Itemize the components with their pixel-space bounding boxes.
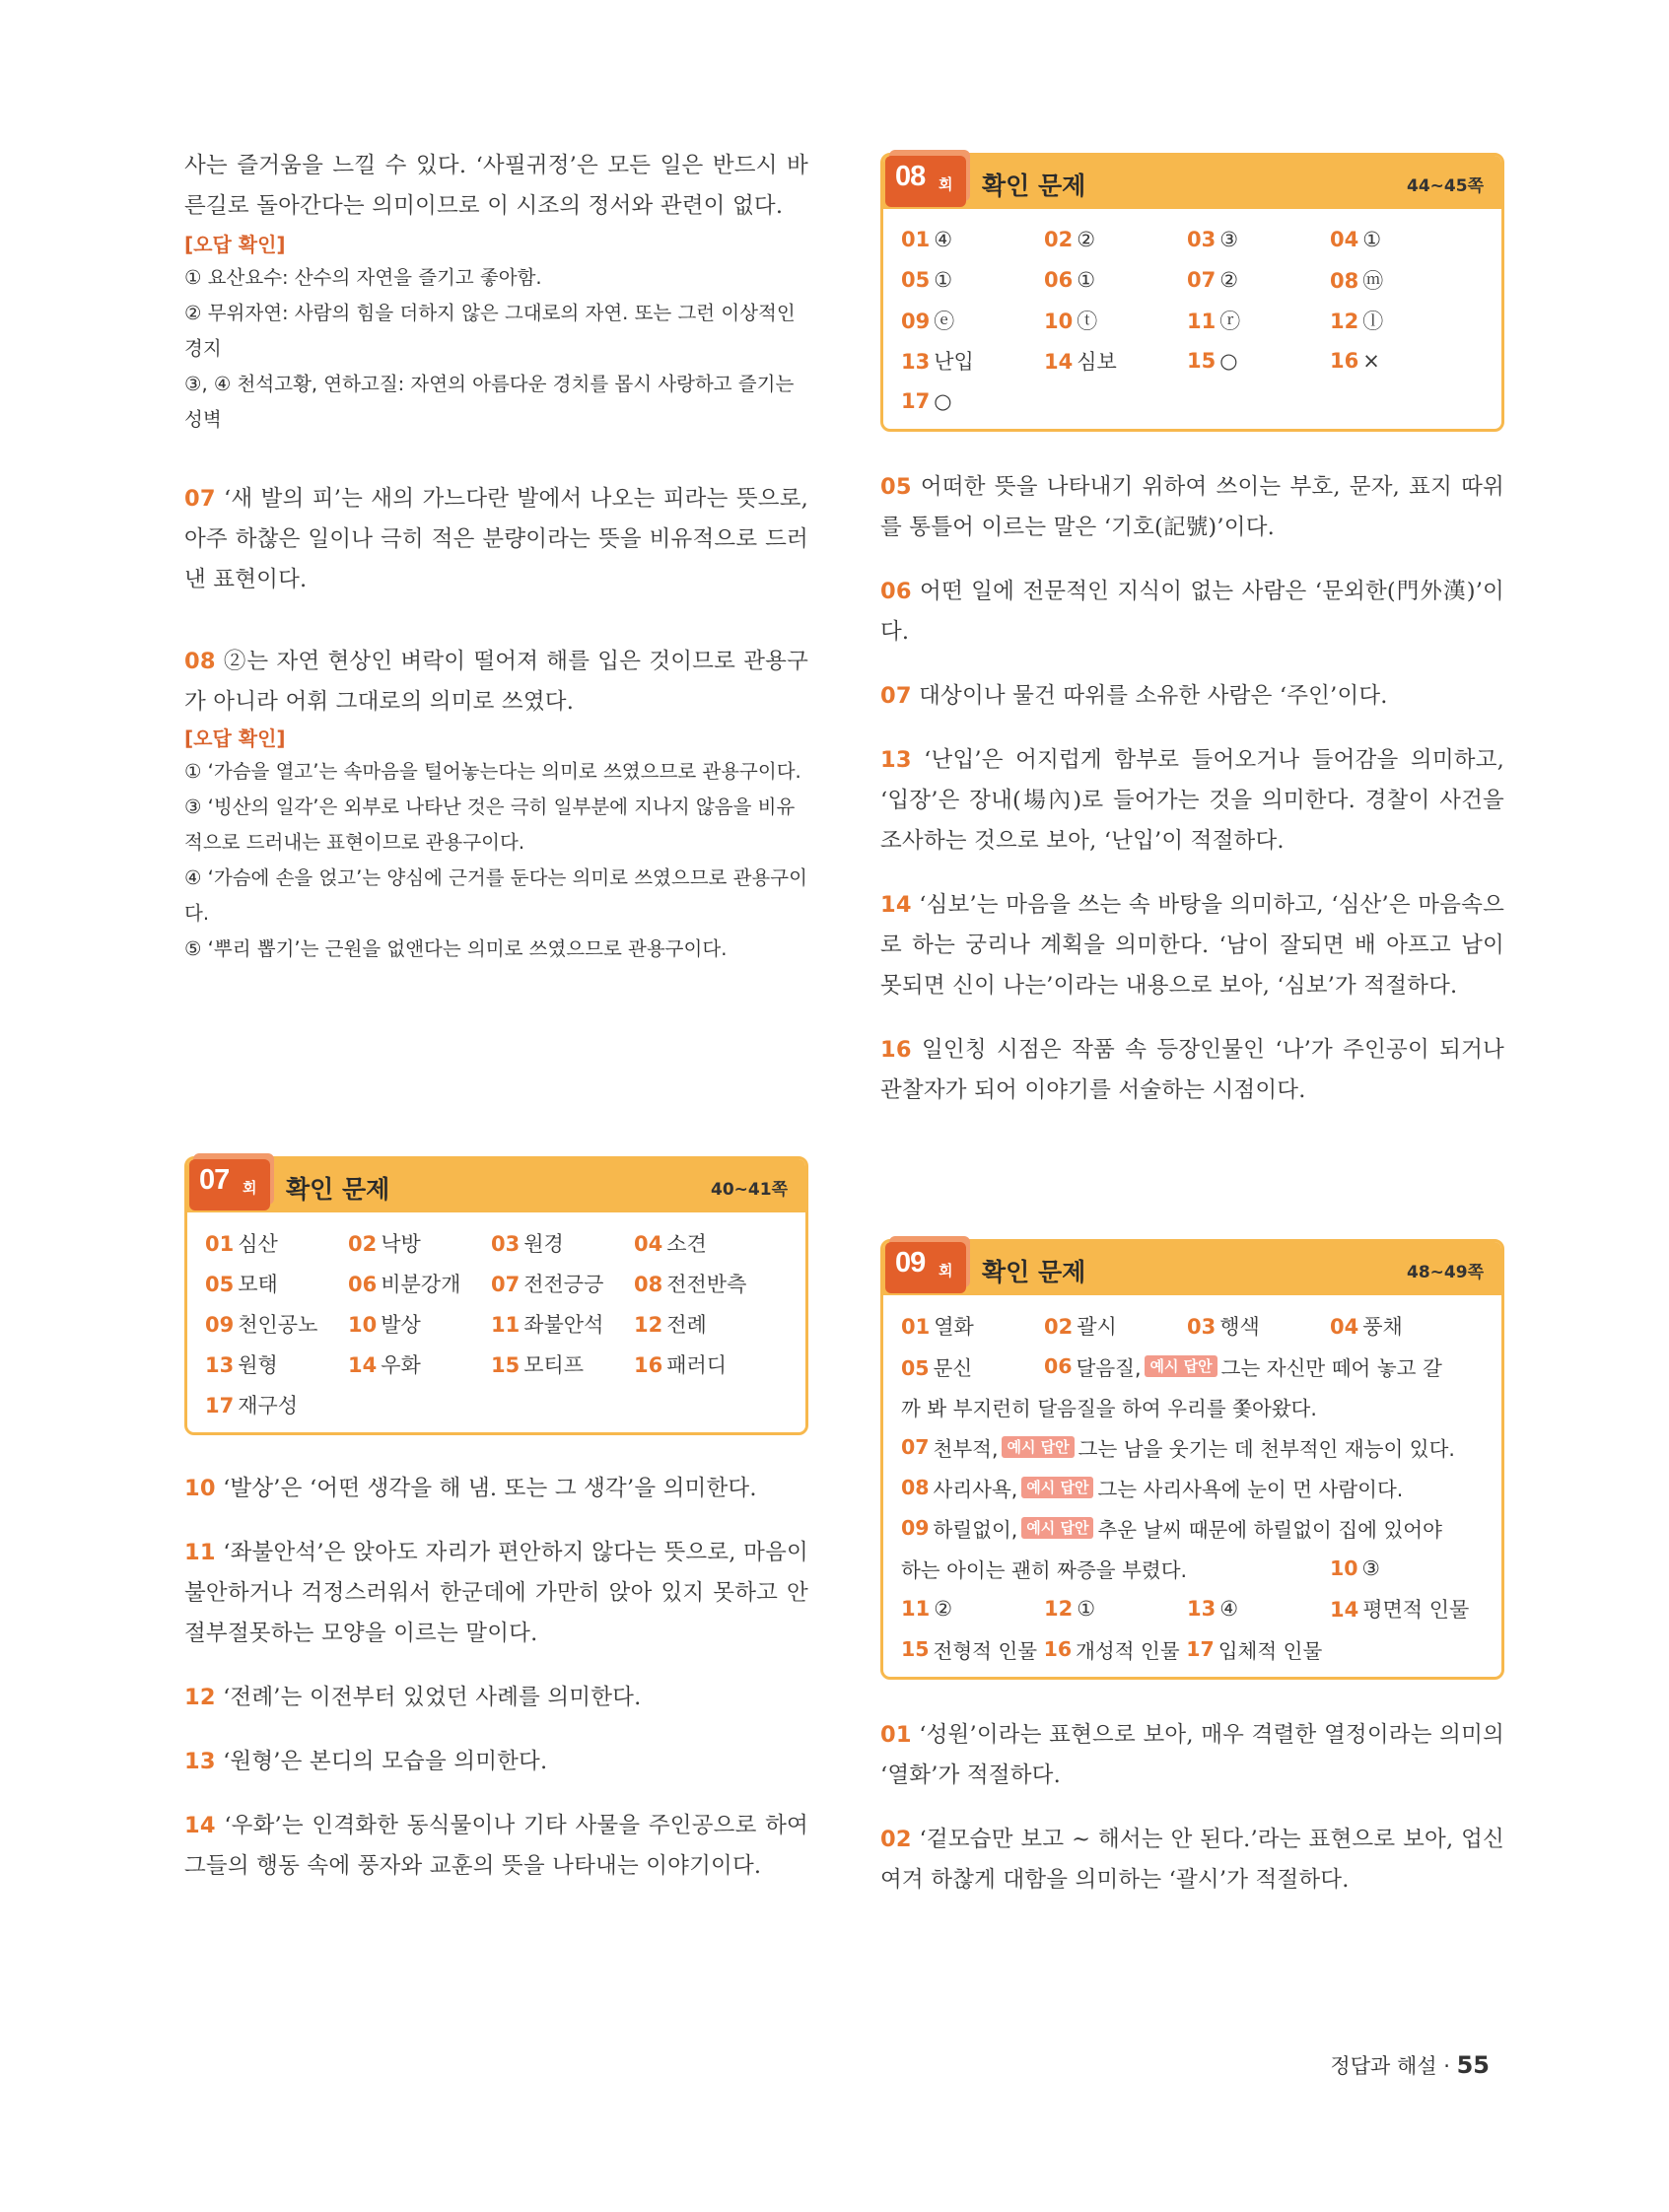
answer-number: 04 xyxy=(1330,1314,1359,1339)
explanation-text: ‘우화’는 인격화한 동식물이나 기타 사물을 주인공으로 하여 그들의 행동 속에 풍자와 교훈의 뜻을 나타내는 이야기이다. xyxy=(184,1813,808,1879)
answer-cell xyxy=(491,1309,634,1339)
answer-number: 01 xyxy=(901,227,931,251)
round-suffix: 회 xyxy=(939,1262,953,1279)
example-sentence: 그는 사리사욕에 눈이 먼 사람이다. xyxy=(1097,1477,1404,1501)
answer-number: 14 xyxy=(1330,1597,1359,1622)
answer-number: 12 xyxy=(1330,309,1359,333)
explanation-text: 일인칭 시점은 작품 속 등장인물인 ‘나’가 주인공이 되거나 관찰자가 되어 이야기를 서술하는 시점이다. xyxy=(880,1037,1504,1103)
round-suffix: 회 xyxy=(243,1179,257,1197)
answer-value: × xyxy=(1362,348,1380,373)
answer-value: 천부적, xyxy=(933,1436,999,1461)
answer-number: 05 xyxy=(901,267,931,292)
answer-value: 재구성 xyxy=(238,1393,299,1417)
answer-number: 03 xyxy=(491,1231,521,1256)
answer-row xyxy=(901,1548,1484,1588)
answer-cell xyxy=(1330,349,1473,373)
answer-box-header xyxy=(187,1159,805,1212)
question-number: 11 xyxy=(184,1540,216,1565)
answer-number: 17 xyxy=(1186,1636,1215,1661)
answer-row xyxy=(901,380,1484,421)
answer-row xyxy=(205,1384,788,1424)
note-item: ① 요산요수: 산수의 자연을 즐기고 좋아함. xyxy=(184,266,542,289)
answer-value: ⓛ xyxy=(1362,309,1384,333)
question-number: 13 xyxy=(184,1749,216,1774)
answer-cell xyxy=(491,1349,634,1379)
answer-number: 11 xyxy=(1187,309,1217,333)
answer-value: 전례 xyxy=(666,1312,707,1337)
question-number: 10 xyxy=(184,1476,216,1501)
answer-value: 발상 xyxy=(381,1312,421,1337)
explanation-text: ‘성원’이라는 표현으로 보아, 매우 격렬한 열정이라는 의미의 ‘열화’가 적절하다. xyxy=(880,1722,1504,1788)
round-badge xyxy=(885,1242,966,1293)
answer-value: 원형 xyxy=(238,1352,278,1377)
answer-cell xyxy=(205,1309,348,1339)
answer-value: 행색 xyxy=(1219,1314,1260,1339)
question-number: 07 xyxy=(880,683,912,709)
answer-grid xyxy=(187,1212,805,1432)
answer-row xyxy=(901,259,1484,300)
answer-cell xyxy=(205,1269,348,1298)
answer-value: ④ xyxy=(934,227,953,251)
answer-number: 04 xyxy=(1330,227,1359,251)
question-number: 16 xyxy=(880,1037,912,1063)
answer-row xyxy=(901,1305,1484,1346)
round-badge xyxy=(189,1159,270,1210)
explanation-text: ‘좌불안석’은 앉아도 자리가 편안하지 않다는 뜻으로, 마음이 불안하거나 걱정스러워서 한군데에 가만히 앉아 있지 못하고 안절부절못하는 모양을 이르는 말이다. xyxy=(184,1540,808,1646)
explanation-text: ‘전례’는 이전부터 있었던 사례를 의미한다. xyxy=(223,1685,642,1710)
answer-cell xyxy=(205,1349,348,1379)
answer-number: 03 xyxy=(1187,1314,1217,1339)
example-answer-tag: 예시 답안 xyxy=(1021,1477,1093,1498)
answer-cell xyxy=(205,1390,348,1419)
answer-value: 문신 xyxy=(933,1355,973,1380)
answer-value: 심보 xyxy=(1077,349,1117,374)
answer-row xyxy=(205,1263,788,1303)
explanation-07 xyxy=(184,479,808,600)
explanation-06 xyxy=(880,572,1504,653)
question-number: 13 xyxy=(880,747,912,773)
wrong-answer-check-title: [오답 확인] xyxy=(184,726,286,750)
question-number: 14 xyxy=(880,892,912,918)
explanation-text: 대상이나 물건 따위를 소유한 사람은 ‘주인’이다. xyxy=(919,683,1388,709)
explanation-07 xyxy=(880,676,1504,717)
example-sentence: 까 봐 부지런히 달음질을 하여 우리를 쫓아왔다. xyxy=(901,1396,1317,1420)
answer-box-title: 확인 문제 xyxy=(982,1258,1086,1286)
answer-row xyxy=(205,1344,788,1384)
page-range: 48~49쪽 xyxy=(1407,1263,1484,1282)
answer-value: ⓔ xyxy=(934,309,955,333)
explanation-16 xyxy=(880,1030,1504,1111)
answer-cell xyxy=(491,1269,634,1298)
question-number: 08 xyxy=(184,649,216,674)
answer-number: 07 xyxy=(491,1272,521,1296)
answer-number: 10 xyxy=(348,1312,378,1337)
answer-value: 달음질, xyxy=(1076,1355,1142,1380)
answer-cell xyxy=(634,1228,777,1258)
answer-cell xyxy=(1187,268,1330,292)
answer-number: 11 xyxy=(901,1596,931,1621)
question-number: 14 xyxy=(184,1813,216,1838)
answer-value: 낙방 xyxy=(381,1231,421,1256)
answer-number: 04 xyxy=(634,1231,663,1256)
answer-number: 09 xyxy=(205,1312,235,1337)
answer-cell xyxy=(901,306,1044,335)
answer-number: 12 xyxy=(634,1312,663,1337)
answer-cell xyxy=(491,1228,634,1258)
explanation-10 xyxy=(184,1469,808,1509)
example-answer-tag: 예시 답안 xyxy=(1021,1517,1093,1539)
question-number: 01 xyxy=(880,1722,912,1748)
answer-number: 03 xyxy=(1187,227,1217,251)
answer-row xyxy=(901,1467,1484,1507)
answer-number: 06 xyxy=(1044,1353,1073,1378)
page-number: 55 xyxy=(1456,2051,1490,2079)
answer-number: 02 xyxy=(348,1231,378,1256)
question-number: 02 xyxy=(880,1827,912,1852)
answer-grid xyxy=(883,1295,1501,1677)
answer-cell xyxy=(1187,349,1330,373)
answer-row xyxy=(901,1426,1484,1467)
answer-value: ○ xyxy=(934,388,952,413)
answer-number: 09 xyxy=(901,1515,930,1540)
answer-box-08 xyxy=(880,153,1504,432)
explanation-13 xyxy=(880,740,1504,862)
answer-value: 좌불안석 xyxy=(523,1312,604,1337)
answer-value: ⓡ xyxy=(1219,309,1241,333)
answer-number: 17 xyxy=(901,388,931,413)
answer-cell xyxy=(901,1597,1044,1621)
answer-row xyxy=(205,1222,788,1263)
answer-value: 열화 xyxy=(934,1314,974,1339)
answer-box-header xyxy=(883,1242,1501,1295)
round-suffix: 회 xyxy=(939,175,953,193)
answer-cell xyxy=(1187,1597,1330,1621)
explanation-14 xyxy=(184,1806,808,1887)
note-item: ③ ‘빙산의 일각’은 외부로 나타난 것은 극히 일부분에 지나지 않음을 비유적으로 드러내는 표현이므로 관용구이다. xyxy=(184,795,796,854)
round-number: 08 xyxy=(895,161,926,192)
explanation-text: ‘난입’은 어지럽게 함부로 들어오거나 들어감을 의미하고, ‘입장’은 장내(場內)로 들어가는 것을 의미한다. 경찰이 사건을 조사하는 것으로 보아, ‘난입’이 적절하다. xyxy=(880,747,1504,854)
answer-row xyxy=(901,300,1484,340)
answer-value: ③ xyxy=(1219,227,1239,251)
note-item: ① ‘가슴을 열고’는 속마음을 털어놓는다는 의미로 쓰였으므로 관용구이다. xyxy=(184,760,801,783)
answer-cell xyxy=(634,1349,777,1379)
answer-value: ⓜ xyxy=(1362,268,1384,293)
note-item: ② 무위자연: 사람의 힘을 더하지 않은 그대로의 자연. 또는 그런 이상적인 경지 xyxy=(184,302,796,360)
answer-box-09 xyxy=(880,1239,1504,1680)
answer-number: 16 xyxy=(634,1352,663,1377)
answer-value: 모티프 xyxy=(523,1352,585,1377)
answer-cell xyxy=(1044,1311,1187,1341)
explanation-01 xyxy=(880,1715,1504,1796)
answer-row xyxy=(901,1628,1484,1669)
answer-cell xyxy=(348,1228,491,1258)
answer-number: 06 xyxy=(348,1272,378,1296)
answer-number: 10 xyxy=(1330,1555,1358,1580)
explanation-text: ②는 자연 현상인 벼락이 떨어져 해를 입은 것이므로 관용구가 아니라 어휘 그대로의 의미로 쓰였다. xyxy=(184,649,808,715)
page-footer xyxy=(1330,2050,1490,2080)
note-item: ④ ‘가슴에 손을 얹고’는 양심에 근거를 둔다는 의미로 쓰였으므로 관용구이다. xyxy=(184,866,807,925)
answer-number: 15 xyxy=(491,1352,521,1377)
answer-number: 14 xyxy=(348,1352,378,1377)
answer-number: 05 xyxy=(205,1272,235,1296)
explanation-text: ‘겉모습만 보고 ~ 해서는 안 된다.’라는 표현으로 보아, 업신여겨 하찮게 대함을 의미하는 ‘괄시’가 적절하다. xyxy=(880,1827,1504,1893)
answer-value: 사리사욕, xyxy=(933,1477,1018,1501)
explanation-text: 어떤 일에 전문적인 지식이 없는 사람은 ‘문외한(門外漢)’이다. xyxy=(880,579,1504,645)
example-sentence: 추운 날씨 때문에 하릴없이 집에 있어야 xyxy=(1097,1517,1442,1542)
answer-cell xyxy=(1044,268,1187,292)
answer-cell xyxy=(634,1309,777,1339)
paragraph-intro: 사는 즐거움을 느낄 수 있다. ‘사필귀정’은 모든 일은 반드시 바른길로 돌아간다는 의미이므로 이 시조의 정서와 관련이 없다. xyxy=(184,153,808,219)
example-answer-tag: 예시 답안 xyxy=(1002,1436,1074,1458)
explanation-text: ‘발상’은 ‘어떤 생각을 해 냄. 또는 그 생각’을 의미한다. xyxy=(223,1476,757,1501)
answer-value: 괄시 xyxy=(1077,1314,1117,1339)
answer-number: 14 xyxy=(1044,349,1074,374)
footer-label: 정답과 해설 xyxy=(1330,2054,1437,2078)
answer-cell xyxy=(901,389,1044,413)
answer-cell xyxy=(1044,346,1187,376)
answer-cell xyxy=(205,1228,348,1258)
note-item: ③, ④ 천석고황, 연하고질: 자연의 아름다운 경치를 몹시 사랑하고 즐기는 성벽 xyxy=(184,373,795,431)
answer-value: 평면적 인물 xyxy=(1362,1597,1470,1622)
answer-value: 전형적 인물 xyxy=(933,1638,1038,1663)
answer-cell xyxy=(1044,228,1187,251)
answer-number: 16 xyxy=(1043,1636,1073,1661)
answer-cell xyxy=(348,1309,491,1339)
answer-number: 08 xyxy=(1330,268,1359,293)
answer-value: ○ xyxy=(1219,348,1238,373)
answer-number: 15 xyxy=(901,1636,930,1661)
answer-value: 소견 xyxy=(666,1231,707,1256)
answer-number: 02 xyxy=(1044,1314,1074,1339)
answer-value: 천인공노 xyxy=(238,1312,318,1337)
explanation-text: ‘새 발의 피’는 새의 가느다란 발에서 나오는 피라는 뜻으로, 아주 하찮은 일이나 극히 적은 분량이라는 뜻을 비유적으로 드러낸 표현이다. xyxy=(184,486,808,592)
answer-number: 15 xyxy=(1187,348,1217,373)
answer-value: 심산 xyxy=(238,1231,278,1256)
explanation-02 xyxy=(880,1820,1504,1901)
answer-number: 08 xyxy=(634,1272,663,1296)
answer-value: 전전반측 xyxy=(666,1272,747,1296)
answer-value: ① xyxy=(1077,267,1096,292)
answer-value: 우화 xyxy=(381,1352,421,1377)
answer-number: 13 xyxy=(1187,1596,1217,1621)
answer-row xyxy=(901,1588,1484,1628)
answer-value: 난입 xyxy=(934,349,974,374)
round-badge xyxy=(885,156,966,207)
answer-box-07 xyxy=(184,1156,808,1435)
answer-value: ② xyxy=(934,1596,953,1621)
explanation-08 xyxy=(184,642,808,723)
explanation-text: ‘원형’은 본디의 모습을 의미한다. xyxy=(223,1749,548,1774)
explanation-12 xyxy=(184,1678,808,1718)
answer-number: 10 xyxy=(1044,309,1074,333)
answer-cell xyxy=(1330,306,1473,335)
wrong-answer-check-title: [오답 확인] xyxy=(184,233,286,256)
answer-number: 01 xyxy=(205,1231,235,1256)
answer-cell xyxy=(1330,265,1473,295)
answer-cell xyxy=(1187,1311,1330,1341)
explanation-text: 어떠한 뜻을 나타내기 위하여 쓰이는 부호, 문자, 표지 따위를 통틀어 이르는 말은 ‘기호(記號)’이다. xyxy=(880,474,1504,540)
answer-number: 12 xyxy=(1044,1596,1074,1621)
answer-cell xyxy=(1330,1594,1473,1624)
answer-number: 07 xyxy=(901,1434,930,1459)
answer-box-title: 확인 문제 xyxy=(286,1175,390,1204)
answer-value: 하릴없이, xyxy=(933,1517,1018,1542)
question-number: 07 xyxy=(184,486,216,512)
answer-number: 16 xyxy=(1330,348,1359,373)
answer-row xyxy=(901,1386,1484,1426)
note-item: ⑤ ‘뿌리 뽑기’는 근원을 없앤다는 의미로 쓰였으므로 관용구이다. xyxy=(184,937,728,960)
question-number: 06 xyxy=(880,579,912,604)
answer-value: 입체적 인물 xyxy=(1217,1638,1323,1663)
answer-value: 전전긍긍 xyxy=(523,1272,604,1296)
answer-cell xyxy=(634,1269,777,1298)
answer-number: 05 xyxy=(901,1355,930,1380)
answer-number: 17 xyxy=(205,1393,235,1417)
answer-value: ① xyxy=(1362,227,1382,251)
answer-box-header xyxy=(883,156,1501,209)
explanation-13 xyxy=(184,1742,808,1782)
answer-cell xyxy=(1044,1597,1187,1621)
answer-value: ⓣ xyxy=(1077,309,1098,333)
answer-value: 원경 xyxy=(523,1231,564,1256)
answer-value: 비분강개 xyxy=(381,1272,461,1296)
explanation-05 xyxy=(880,467,1504,548)
answer-cell xyxy=(1044,306,1187,335)
answer-number: 11 xyxy=(491,1312,521,1337)
answer-number: 08 xyxy=(901,1475,930,1499)
question-number: 05 xyxy=(880,474,912,500)
answer-number: 06 xyxy=(1044,267,1074,292)
answer-number: 13 xyxy=(901,349,931,374)
answer-value: ① xyxy=(934,267,953,292)
answer-number: 13 xyxy=(205,1352,235,1377)
answer-value: ③ xyxy=(1361,1555,1380,1580)
answer-cell xyxy=(901,1311,1044,1341)
answer-box-title: 확인 문제 xyxy=(982,172,1086,200)
round-number: 07 xyxy=(199,1164,230,1196)
right-column xyxy=(880,153,1504,1901)
example-sentence: 하는 아이는 괜히 짜증을 부렸다. xyxy=(901,1557,1188,1582)
answer-value: 개성적 인물 xyxy=(1076,1638,1180,1663)
left-column xyxy=(184,146,808,1887)
round-number: 09 xyxy=(895,1247,926,1279)
answer-number: 07 xyxy=(1187,267,1217,292)
footer-separator: · xyxy=(1443,2054,1450,2078)
explanation-text: ‘심보’는 마음을 쓰는 속 바탕을 의미하고, ‘심산’은 마음속으로 하는 궁리나 계획을 의미한다. ‘남이 잘되면 배 아프고 남이 못되면 신이 나는’이라는 내용으로 보아, ‘심보’가 적절하다. xyxy=(880,892,1505,999)
explanation-11 xyxy=(184,1533,808,1654)
answer-row xyxy=(205,1303,788,1344)
answer-row xyxy=(901,340,1484,380)
answer-cell xyxy=(1187,306,1330,335)
answer-cell xyxy=(901,346,1044,376)
answer-cell xyxy=(1330,228,1473,251)
answer-value: ② xyxy=(1077,227,1096,251)
answer-number: 01 xyxy=(901,1314,931,1339)
answer-row xyxy=(901,1507,1484,1548)
answer-number: 09 xyxy=(901,309,931,333)
answer-cell xyxy=(348,1269,491,1298)
example-sentence: 그는 자신만 떼어 놓고 갈 xyxy=(1220,1355,1442,1380)
answer-value: ① xyxy=(1077,1596,1096,1621)
answer-cell xyxy=(1330,1311,1473,1341)
answer-value: 패러디 xyxy=(666,1352,728,1377)
answer-cell xyxy=(901,268,1044,292)
answer-row xyxy=(901,219,1484,259)
question-number: 12 xyxy=(184,1685,216,1710)
answer-grid xyxy=(883,209,1501,429)
explanation-14 xyxy=(880,885,1504,1006)
answer-cell xyxy=(1187,228,1330,251)
answer-number: 02 xyxy=(1044,227,1074,251)
page-range: 40~41쪽 xyxy=(711,1180,788,1200)
answer-value: ② xyxy=(1219,267,1239,292)
answer-value: 모태 xyxy=(238,1272,278,1296)
answer-cell xyxy=(348,1349,491,1379)
answer-value: 풍채 xyxy=(1362,1314,1403,1339)
page-range: 44~45쪽 xyxy=(1407,176,1484,196)
example-sentence: 그는 남을 웃기는 데 천부적인 재능이 있다. xyxy=(1078,1436,1455,1461)
answer-cell xyxy=(901,228,1044,251)
answer-row xyxy=(901,1346,1484,1386)
example-answer-tag: 예시 답안 xyxy=(1145,1355,1217,1377)
answer-value: ④ xyxy=(1219,1596,1239,1621)
